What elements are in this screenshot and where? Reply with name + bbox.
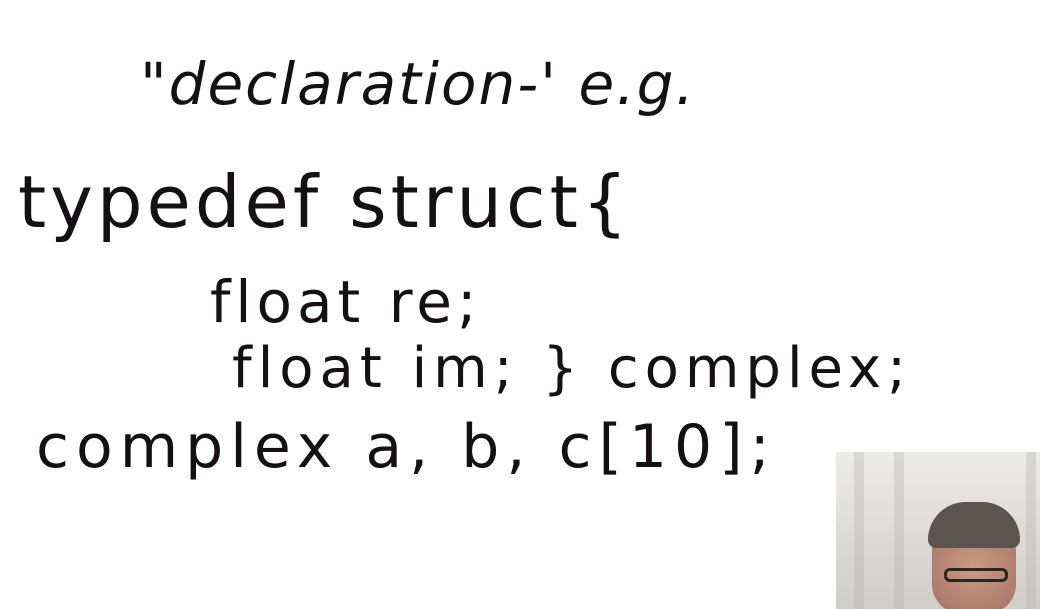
code-line-float-im: float im; } complex; (232, 336, 912, 401)
curtain-fold (854, 452, 864, 609)
code-line-float-re: float re; (210, 268, 482, 336)
presenter-webcam (836, 452, 1040, 609)
curtain-fold (894, 452, 904, 609)
glasses-icon (944, 568, 1008, 582)
code-line-typedef: typedef struct{ (18, 160, 632, 244)
curtain-fold (1026, 452, 1036, 609)
code-line-complex-decl: complex a, b, c[10]; (36, 412, 777, 482)
presenter-hair (928, 502, 1020, 548)
note-line-declaration: "declaration-' e.g. (140, 50, 696, 118)
